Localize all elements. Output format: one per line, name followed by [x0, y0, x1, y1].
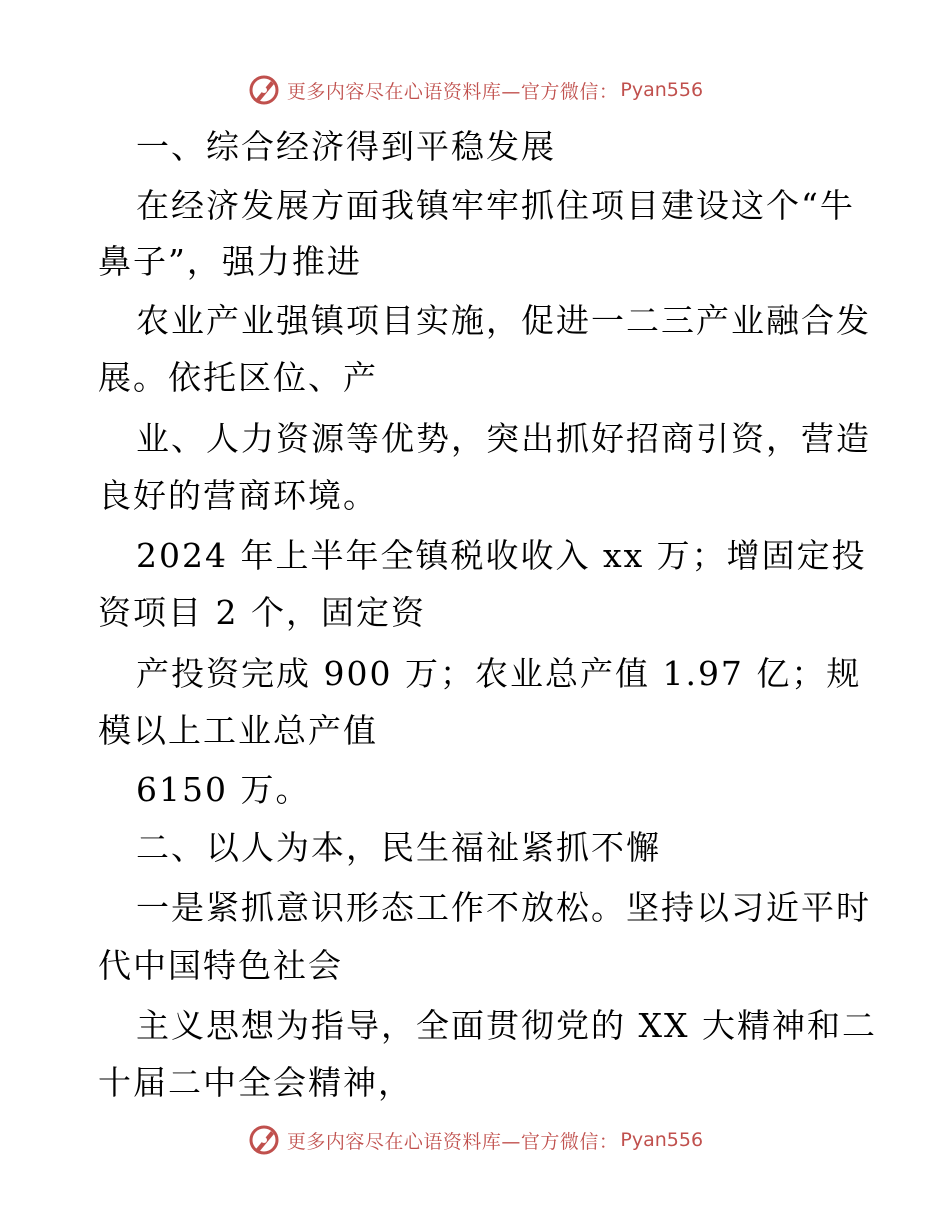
- paragraph-line: 业、人力资源等优势，突出抓好招商引资，营造: [136, 419, 871, 458]
- section-heading: 一、综合经济得到平稳发展: [136, 127, 556, 166]
- paragraph-line: 在经济发展方面我镇牢牢抓住项目建设这个“牛: [136, 186, 855, 225]
- paragraph-line: 展。依托区位、产: [98, 358, 378, 397]
- paragraph-line: 十届二中全会精神，: [98, 1063, 413, 1102]
- section-heading: 二、以人为本，民生福祉紧抓不懈: [136, 828, 661, 867]
- footer-watermark: [0, 1120, 950, 1160]
- paragraph-line: 6150 万。: [136, 770, 311, 809]
- watermark-wechat-id: Pyan556: [620, 79, 704, 101]
- watermark-wechat-id: Pyan556: [620, 1129, 704, 1151]
- paragraph-line: 代中国特色社会: [98, 946, 343, 985]
- paragraph-line: 2024 年上半年全镇税收收入 xx 万；增固定投: [136, 536, 867, 575]
- watermark-text: 更多内容尽在心语资料库—官方微信：: [286, 80, 619, 103]
- pen-logo-icon: [247, 73, 281, 107]
- paragraph-line: 产投资完成 900 万；农业总产值 1.97 亿；规: [136, 654, 862, 693]
- paragraph-line: 主义思想为指导，全面贯彻党的 XX 大精神和二: [136, 1006, 877, 1045]
- paragraph-line: 一是紧抓意识形态工作不放松。坚持以习近平时: [136, 888, 871, 927]
- paragraph-line: 良好的营商环境。: [98, 476, 378, 515]
- pen-logo-icon: [247, 1123, 281, 1157]
- paragraph-line: 鼻子”，强力推进: [98, 242, 362, 281]
- paragraph-line: 农业产业强镇项目实施，促进一二三产业融合发: [136, 301, 871, 340]
- watermark-text: 更多内容尽在心语资料库—官方微信：: [286, 1130, 619, 1153]
- header-watermark: [0, 70, 950, 110]
- paragraph-line: 资项目 2 个，固定资: [98, 593, 426, 632]
- paragraph-line: 模以上工业总产值: [98, 711, 378, 750]
